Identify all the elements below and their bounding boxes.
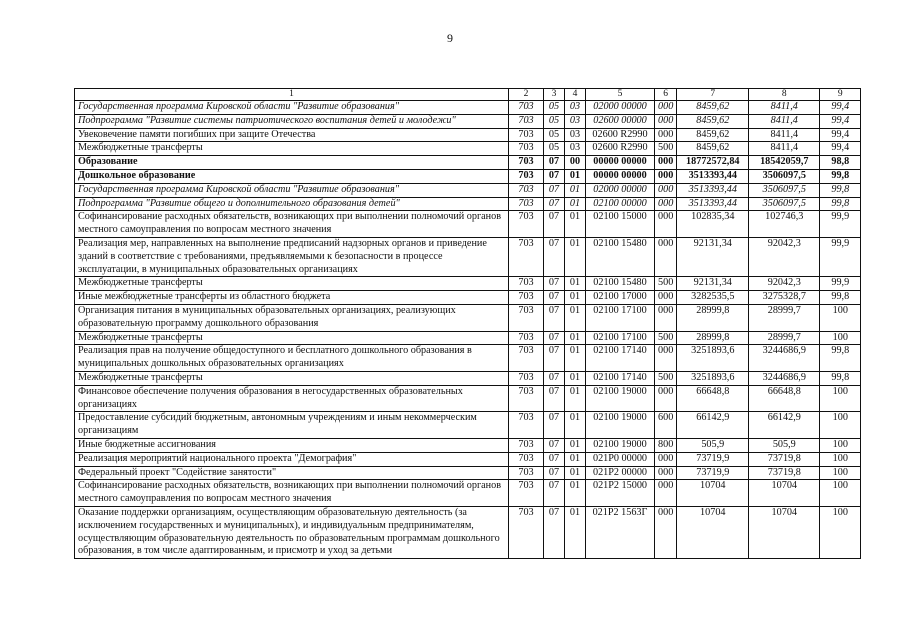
subsection-code-cell: 03 — [565, 128, 586, 142]
execution-percent-cell: 99,8 — [820, 183, 861, 197]
table-row — [75, 169, 861, 183]
planned-amount-cell: 73719,9 — [677, 452, 749, 466]
ministry-code-cell: 703 — [509, 169, 544, 183]
ministry-code-cell: 703 — [509, 385, 544, 412]
row-name-cell: Предоставление субсидий бюджетным, автономным учреждениям и иным некоммерческим организациям — [75, 412, 509, 439]
planned-amount-cell: 102835,34 — [677, 211, 749, 238]
target-article-cell: 02100 17000 — [586, 291, 655, 305]
section-code-cell: 05 — [544, 142, 565, 156]
execution-percent-cell: 100 — [820, 304, 861, 331]
execution-percent-cell: 99,9 — [820, 211, 861, 238]
ministry-code-cell: 703 — [509, 183, 544, 197]
execution-percent-cell: 99,8 — [820, 291, 861, 305]
ministry-code-cell: 703 — [509, 412, 544, 439]
table-header-row — [75, 89, 861, 101]
row-name-cell: Межбюджетные трансферты — [75, 277, 509, 291]
target-article-cell: 02100 15480 — [586, 237, 655, 276]
table-row — [75, 277, 861, 291]
table-row — [75, 156, 861, 170]
execution-percent-cell: 99,8 — [820, 345, 861, 372]
table-row — [75, 506, 861, 558]
planned-amount-cell: 8459,62 — [677, 128, 749, 142]
section-code-cell: 07 — [544, 506, 565, 558]
target-article-cell: 02100 19000 — [586, 412, 655, 439]
expense-type-cell: 500 — [655, 331, 677, 345]
section-code-cell: 07 — [544, 156, 565, 170]
expense-type-cell: 000 — [655, 114, 677, 128]
ministry-code-cell: 703 — [509, 452, 544, 466]
table-row — [75, 291, 861, 305]
ministry-code-cell: 703 — [509, 211, 544, 238]
header-cell: 7 — [677, 89, 749, 101]
ministry-code-cell: 703 — [509, 277, 544, 291]
row-name-cell: Подпрограмма "Развитие общего и дополнительного образования детей" — [75, 197, 509, 211]
execution-percent-cell: 100 — [820, 506, 861, 558]
target-article-cell: 02100 17100 — [586, 304, 655, 331]
row-name-cell: Увековечение памяти погибших при защите Отечества — [75, 128, 509, 142]
subsection-code-cell: 01 — [565, 291, 586, 305]
table-row — [75, 452, 861, 466]
expense-type-cell: 000 — [655, 480, 677, 507]
section-code-cell: 07 — [544, 480, 565, 507]
row-name-cell: Подпрограмма "Развитие системы патриотического воспитания детей и молодежи" — [75, 114, 509, 128]
section-code-cell: 07 — [544, 169, 565, 183]
table-row — [75, 385, 861, 412]
row-name-cell: Финансовое обеспечение получения образования в негосударственных образовательных организациях — [75, 385, 509, 412]
planned-amount-cell: 8459,62 — [677, 142, 749, 156]
planned-amount-cell: 92131,34 — [677, 237, 749, 276]
executed-amount-cell: 92042,3 — [749, 237, 820, 276]
target-article-cell: 02600 00000 — [586, 114, 655, 128]
planned-amount-cell: 3282535,5 — [677, 291, 749, 305]
section-code-cell: 07 — [544, 211, 565, 238]
execution-percent-cell: 99,4 — [820, 114, 861, 128]
subsection-code-cell: 01 — [565, 506, 586, 558]
table-row — [75, 183, 861, 197]
expense-type-cell: 000 — [655, 506, 677, 558]
executed-amount-cell: 8411,4 — [749, 128, 820, 142]
executed-amount-cell: 8411,4 — [749, 114, 820, 128]
ministry-code-cell: 703 — [509, 128, 544, 142]
expense-type-cell: 000 — [655, 237, 677, 276]
section-code-cell: 07 — [544, 277, 565, 291]
section-code-cell: 07 — [544, 197, 565, 211]
executed-amount-cell: 3244686,9 — [749, 345, 820, 372]
ministry-code-cell: 703 — [509, 291, 544, 305]
target-article-cell: 021P2 1563Г — [586, 506, 655, 558]
planned-amount-cell: 18772572,84 — [677, 156, 749, 170]
expense-type-cell: 000 — [655, 128, 677, 142]
table-row — [75, 211, 861, 238]
subsection-code-cell: 03 — [565, 101, 586, 115]
target-article-cell: 021P2 15000 — [586, 480, 655, 507]
subsection-code-cell: 03 — [565, 114, 586, 128]
table-row — [75, 371, 861, 385]
target-article-cell: 02000 00000 — [586, 101, 655, 115]
execution-percent-cell: 100 — [820, 385, 861, 412]
row-name-cell: Государственная программа Кировской области "Развитие образования" — [75, 101, 509, 115]
executed-amount-cell: 8411,4 — [749, 142, 820, 156]
execution-percent-cell: 100 — [820, 331, 861, 345]
planned-amount-cell: 8459,62 — [677, 114, 749, 128]
section-code-cell: 07 — [544, 345, 565, 372]
executed-amount-cell: 73719,8 — [749, 466, 820, 480]
header-cell: 9 — [820, 89, 861, 101]
expense-type-cell: 600 — [655, 412, 677, 439]
planned-amount-cell: 66142,9 — [677, 412, 749, 439]
table-row — [75, 197, 861, 211]
expense-type-cell: 000 — [655, 385, 677, 412]
executed-amount-cell: 18542059,7 — [749, 156, 820, 170]
expense-type-cell: 000 — [655, 291, 677, 305]
executed-amount-cell: 505,9 — [749, 438, 820, 452]
executed-amount-cell: 66142,9 — [749, 412, 820, 439]
section-code-cell: 05 — [544, 128, 565, 142]
subsection-code-cell: 00 — [565, 156, 586, 170]
subsection-code-cell: 01 — [565, 385, 586, 412]
section-code-cell: 07 — [544, 466, 565, 480]
expense-type-cell: 000 — [655, 304, 677, 331]
subsection-code-cell: 01 — [565, 211, 586, 238]
table-row — [75, 237, 861, 276]
executed-amount-cell: 73719,8 — [749, 452, 820, 466]
table-row — [75, 438, 861, 452]
expense-type-cell: 000 — [655, 452, 677, 466]
planned-amount-cell: 505,9 — [677, 438, 749, 452]
page-number: 9 — [447, 31, 453, 45]
target-article-cell: 02100 17100 — [586, 331, 655, 345]
target-article-cell: 00000 00000 — [586, 169, 655, 183]
section-code-cell: 07 — [544, 291, 565, 305]
planned-amount-cell: 3251893,6 — [677, 371, 749, 385]
execution-percent-cell: 99,4 — [820, 128, 861, 142]
budget-table — [74, 88, 861, 559]
target-article-cell: 021P2 00000 — [586, 466, 655, 480]
target-article-cell: 02100 00000 — [586, 197, 655, 211]
row-name-cell: Межбюджетные трансферты — [75, 142, 509, 156]
table-row — [75, 128, 861, 142]
section-code-cell: 07 — [544, 452, 565, 466]
subsection-code-cell: 01 — [565, 438, 586, 452]
row-name-cell: Федеральный проект "Содействие занятости" — [75, 466, 509, 480]
header-cell: 6 — [655, 89, 677, 101]
planned-amount-cell: 3513393,44 — [677, 183, 749, 197]
target-article-cell: 00000 00000 — [586, 156, 655, 170]
table-row — [75, 114, 861, 128]
executed-amount-cell: 3275328,7 — [749, 291, 820, 305]
subsection-code-cell: 01 — [565, 331, 586, 345]
executed-amount-cell: 66648,8 — [749, 385, 820, 412]
ministry-code-cell: 703 — [509, 142, 544, 156]
executed-amount-cell: 102746,3 — [749, 211, 820, 238]
table-row — [75, 304, 861, 331]
planned-amount-cell: 28999,8 — [677, 304, 749, 331]
header-cell: 3 — [544, 89, 565, 101]
subsection-code-cell: 01 — [565, 169, 586, 183]
section-code-cell: 05 — [544, 114, 565, 128]
subsection-code-cell: 01 — [565, 480, 586, 507]
executed-amount-cell: 10704 — [749, 506, 820, 558]
table-row — [75, 345, 861, 372]
table-row — [75, 331, 861, 345]
target-article-cell: 02100 19000 — [586, 385, 655, 412]
execution-percent-cell: 98,8 — [820, 156, 861, 170]
executed-amount-cell: 28999,7 — [749, 331, 820, 345]
executed-amount-cell: 28999,7 — [749, 304, 820, 331]
target-article-cell: 02100 17140 — [586, 371, 655, 385]
ministry-code-cell: 703 — [509, 506, 544, 558]
planned-amount-cell: 3513393,44 — [677, 169, 749, 183]
ministry-code-cell: 703 — [509, 101, 544, 115]
ministry-code-cell: 703 — [509, 197, 544, 211]
expense-type-cell: 000 — [655, 211, 677, 238]
section-code-cell: 07 — [544, 183, 565, 197]
table-row — [75, 412, 861, 439]
execution-percent-cell: 100 — [820, 480, 861, 507]
subsection-code-cell: 03 — [565, 142, 586, 156]
header-cell: 8 — [749, 89, 820, 101]
expense-type-cell: 500 — [655, 371, 677, 385]
row-name-cell: Оказание поддержки организациям, осуществляющим образовательную деятельность (за исключением государственных и муниципальных), и индивидуальным предпринимателям, осуществляющим образовательную деятельность по образовательным программам дошкольного образования, в том числе адаптированным, и присмотр и уход за детьми — [75, 506, 509, 558]
section-code-cell: 05 — [544, 101, 565, 115]
table-row — [75, 142, 861, 156]
expense-type-cell: 500 — [655, 142, 677, 156]
target-article-cell: 02000 00000 — [586, 183, 655, 197]
ministry-code-cell: 703 — [509, 237, 544, 276]
executed-amount-cell: 3244686,9 — [749, 371, 820, 385]
executed-amount-cell: 10704 — [749, 480, 820, 507]
execution-percent-cell: 100 — [820, 466, 861, 480]
target-article-cell: 02600 R2990 — [586, 142, 655, 156]
subsection-code-cell: 01 — [565, 237, 586, 276]
ministry-code-cell: 703 — [509, 304, 544, 331]
expense-type-cell: 000 — [655, 345, 677, 372]
expense-type-cell: 000 — [655, 169, 677, 183]
execution-percent-cell: 99,4 — [820, 142, 861, 156]
ministry-code-cell: 703 — [509, 114, 544, 128]
row-name-cell: Иные бюджетные ассигнования — [75, 438, 509, 452]
ministry-code-cell: 703 — [509, 331, 544, 345]
row-name-cell: Межбюджетные трансферты — [75, 331, 509, 345]
execution-percent-cell: 100 — [820, 452, 861, 466]
executed-amount-cell: 3506097,5 — [749, 183, 820, 197]
table-row — [75, 480, 861, 507]
expense-type-cell: 000 — [655, 183, 677, 197]
section-code-cell: 07 — [544, 304, 565, 331]
section-code-cell: 07 — [544, 412, 565, 439]
executed-amount-cell: 3506097,5 — [749, 197, 820, 211]
row-name-cell: Реализация мероприятий национального проекта "Демография" — [75, 452, 509, 466]
expense-type-cell: 500 — [655, 277, 677, 291]
ministry-code-cell: 703 — [509, 371, 544, 385]
row-name-cell: Софинансирование расходных обязательств, возникающих при выполнении полномочий органов местного самоуправления по вопросам местного значения — [75, 480, 509, 507]
section-code-cell: 07 — [544, 438, 565, 452]
row-name-cell: Иные межбюджетные трансферты из областного бюджета — [75, 291, 509, 305]
target-article-cell: 021P0 00000 — [586, 452, 655, 466]
row-name-cell: Дошкольное образование — [75, 169, 509, 183]
planned-amount-cell: 66648,8 — [677, 385, 749, 412]
subsection-code-cell: 01 — [565, 345, 586, 372]
planned-amount-cell: 8459,62 — [677, 101, 749, 115]
target-article-cell: 02100 19000 — [586, 438, 655, 452]
expense-type-cell: 000 — [655, 101, 677, 115]
target-article-cell: 02100 15000 — [586, 211, 655, 238]
execution-percent-cell: 100 — [820, 438, 861, 452]
expense-type-cell: 000 — [655, 466, 677, 480]
row-name-cell: Софинансирование расходных обязательств, возникающих при выполнении полномочий органов местного самоуправления по вопросам местного значения — [75, 211, 509, 238]
planned-amount-cell: 73719,9 — [677, 466, 749, 480]
executed-amount-cell: 92042,3 — [749, 277, 820, 291]
section-code-cell: 07 — [544, 331, 565, 345]
table-row — [75, 466, 861, 480]
header-cell: 4 — [565, 89, 586, 101]
execution-percent-cell: 99,9 — [820, 237, 861, 276]
target-article-cell: 02100 15480 — [586, 277, 655, 291]
ministry-code-cell: 703 — [509, 345, 544, 372]
section-code-cell: 07 — [544, 237, 565, 276]
ministry-code-cell: 703 — [509, 480, 544, 507]
ministry-code-cell: 703 — [509, 156, 544, 170]
planned-amount-cell: 28999,8 — [677, 331, 749, 345]
executed-amount-cell: 3506097,5 — [749, 169, 820, 183]
header-cell: 2 — [509, 89, 544, 101]
row-name-cell: Образование — [75, 156, 509, 170]
planned-amount-cell: 10704 — [677, 506, 749, 558]
executed-amount-cell: 8411,4 — [749, 101, 820, 115]
header-cell: 1 — [75, 89, 509, 101]
target-article-cell: 02600 R2990 — [586, 128, 655, 142]
row-name-cell: Реализация прав на получение общедоступного и бесплатного дошкольного образования в муниципальных дошкольных образовательных организациях — [75, 345, 509, 372]
expense-type-cell: 800 — [655, 438, 677, 452]
execution-percent-cell: 100 — [820, 412, 861, 439]
subsection-code-cell: 01 — [565, 452, 586, 466]
row-name-cell: Межбюджетные трансферты — [75, 371, 509, 385]
subsection-code-cell: 01 — [565, 412, 586, 439]
execution-percent-cell: 99,8 — [820, 169, 861, 183]
table-row — [75, 101, 861, 115]
subsection-code-cell: 01 — [565, 466, 586, 480]
ministry-code-cell: 703 — [509, 466, 544, 480]
row-name-cell: Реализация мер, направленных на выполнение предписаний надзорных органов и приведение зданий в соответствие с требованиями, предъявляемыми к безопасности в процессе эксплуатации, в муниципальных образовательных организациях — [75, 237, 509, 276]
execution-percent-cell: 99,4 — [820, 101, 861, 115]
planned-amount-cell: 10704 — [677, 480, 749, 507]
planned-amount-cell: 3513393,44 — [677, 197, 749, 211]
execution-percent-cell: 99,8 — [820, 371, 861, 385]
section-code-cell: 07 — [544, 371, 565, 385]
row-name-cell: Организация питания в муниципальных образовательных организациях, реализующих образовательную программу дошкольного образования — [75, 304, 509, 331]
subsection-code-cell: 01 — [565, 304, 586, 331]
subsection-code-cell: 01 — [565, 197, 586, 211]
execution-percent-cell: 99,9 — [820, 277, 861, 291]
planned-amount-cell: 3251893,6 — [677, 345, 749, 372]
subsection-code-cell: 01 — [565, 371, 586, 385]
subsection-code-cell: 01 — [565, 183, 586, 197]
planned-amount-cell: 92131,34 — [677, 277, 749, 291]
execution-percent-cell: 99,8 — [820, 197, 861, 211]
row-name-cell: Государственная программа Кировской области "Развитие образования" — [75, 183, 509, 197]
subsection-code-cell: 01 — [565, 277, 586, 291]
section-code-cell: 07 — [544, 385, 565, 412]
expense-type-cell: 000 — [655, 197, 677, 211]
header-cell: 5 — [586, 89, 655, 101]
ministry-code-cell: 703 — [509, 438, 544, 452]
expense-type-cell: 000 — [655, 156, 677, 170]
target-article-cell: 02100 17140 — [586, 345, 655, 372]
